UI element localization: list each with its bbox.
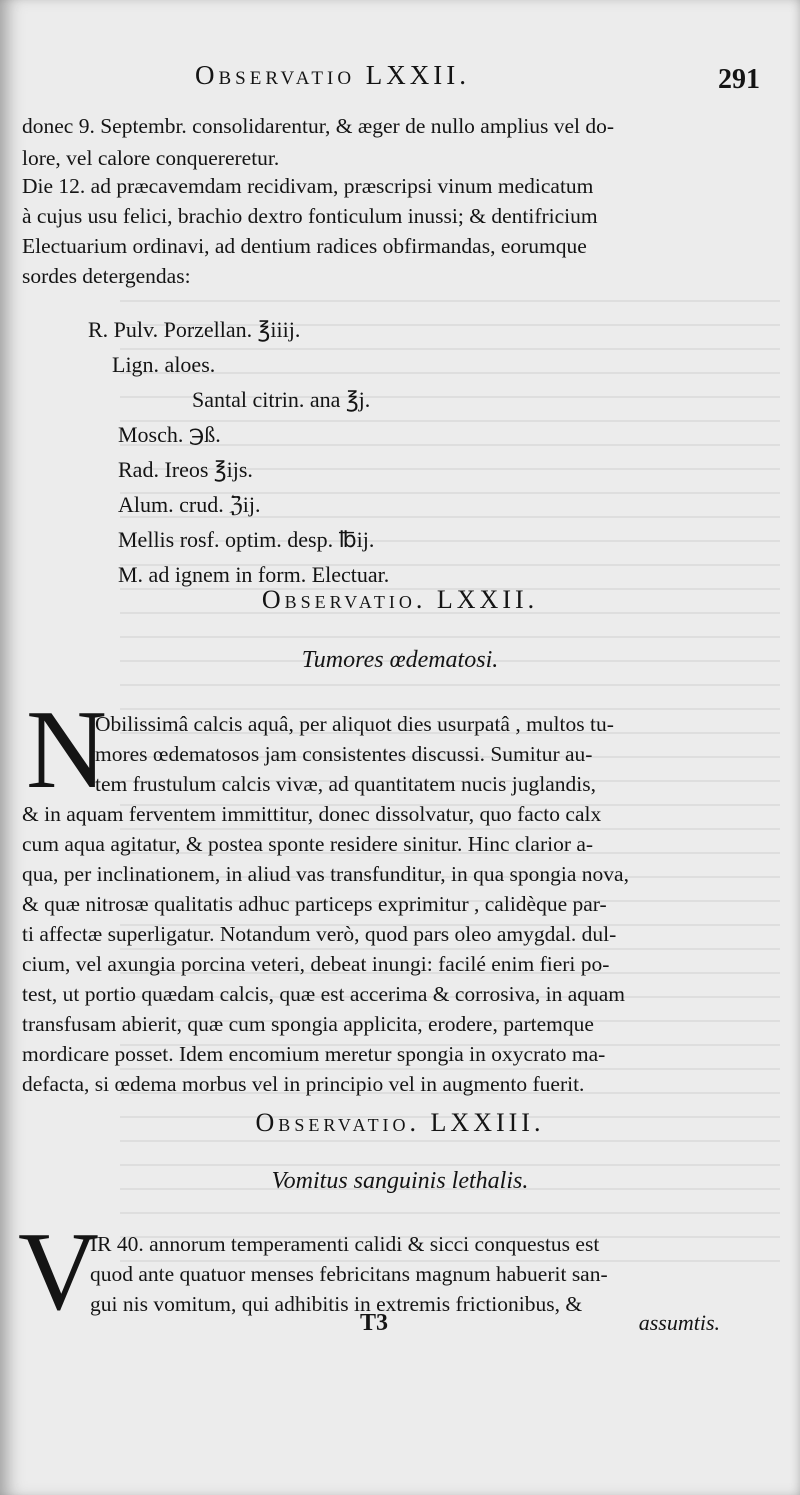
running-head xyxy=(0,60,800,100)
observation-heading: Observatio. LXXIII. xyxy=(255,1108,545,1137)
text-line: mordicare posset. Idem encomium meretur spongia in oxycrato ma- xyxy=(22,1042,606,1066)
text-line: quod ante quatuor menses febricitans magnum habuerit san- xyxy=(90,1262,608,1286)
recipe-line: R. Pulv. Porzellan. ℥iiij. xyxy=(88,317,301,342)
text-line: sordes detergendas: xyxy=(22,264,191,288)
text-line: lore, vel calore conquereretur. xyxy=(22,146,280,170)
recipe-line: Mosch. ℈ß. xyxy=(118,422,221,447)
page-number: 291 xyxy=(718,64,760,95)
recipe-line: M. ad ignem in form. Electuar. xyxy=(118,562,390,587)
text-line: Obilissimâ calcis aquâ, per aliquot dies usurpatâ , multos tu- xyxy=(95,712,614,736)
text-line: transfusam abierit, quæ cum spongia applicita, erodere, partemque xyxy=(22,1012,594,1036)
drop-cap: N xyxy=(26,688,107,812)
signature-mark: T3 xyxy=(360,1310,389,1336)
recipe-line: Rad. Ireos ℥ijs. xyxy=(118,457,253,482)
text-line: cium, vel axungia porcina veteri, debeat inungi: facilé enim fieri po- xyxy=(22,952,610,976)
recipe-line: Alum. crud. ℨij. xyxy=(118,492,261,517)
text-line: Electuarium ordinavi, ad dentium radices obfirmandas, eorumque xyxy=(22,234,587,258)
catchword: assumtis. xyxy=(638,1310,720,1335)
text-line: à cujus usu felici, brachio dextro fonticulum inussi; & dentifricium xyxy=(22,204,598,228)
text-line: IR 40. annorum temperamenti calidi & sicci conquestus est xyxy=(90,1232,600,1256)
text-line: Die 12. ad præcavemdam recidivam, præscripsi vinum medicatum xyxy=(22,174,594,198)
text-line: test, ut portio quædam calcis, quæ est accerima & corrosiva, in aquam xyxy=(22,982,626,1006)
text-line: ti affectæ superligatur. Notandum verò, quod pars oleo amygdal. dul- xyxy=(22,922,617,946)
recipe-line: Mellis rosf. optim. desp. ℔ij. xyxy=(118,527,375,552)
recipe-block xyxy=(88,312,390,592)
text-line: & quæ nitrosæ qualitatis adhuc particeps exprimitur , calidèque par- xyxy=(22,892,607,916)
recipe-line: Lign. aloes. xyxy=(112,352,216,377)
observation-subheading: Tumores œdematosi. xyxy=(301,647,499,673)
recipe-line: Santal citrin. ana ℥j. xyxy=(192,387,371,412)
drop-cap: V xyxy=(18,1210,99,1334)
text-line: mores œdematosos jam consistentes discussi. Sumitur au- xyxy=(95,742,593,766)
observation-subheading: Vomitus sanguinis lethalis. xyxy=(271,1168,529,1194)
text-line: & in aquam ferventem immittitur, donec dissolvatur, quo facto calx xyxy=(22,802,602,826)
text-line: tem frustulum calcis vivæ, ad quantitatem nucis juglandis, xyxy=(95,772,596,796)
text-line: defacta, si œdema morbus vel in principio vel in augmento fuerit. xyxy=(22,1072,585,1096)
observation-heading: Observatio. LXXII. xyxy=(261,585,539,614)
text-line: gui nis vomitum, qui adhibitis in extremis frictionibus, & xyxy=(90,1292,583,1316)
text-line: donec 9. Septembr. consolidarentur, & æger de nullo amplius vel do- xyxy=(22,114,615,138)
text-line: qua, per inclinationem, in aliud vas transfunditur, in qua spongia nova, xyxy=(22,862,629,886)
text-line: cum aqua agitatur, & postea sponte residere sinitur. Hinc clarior a- xyxy=(22,832,594,856)
running-title: Observatio LXXII. xyxy=(195,60,471,90)
